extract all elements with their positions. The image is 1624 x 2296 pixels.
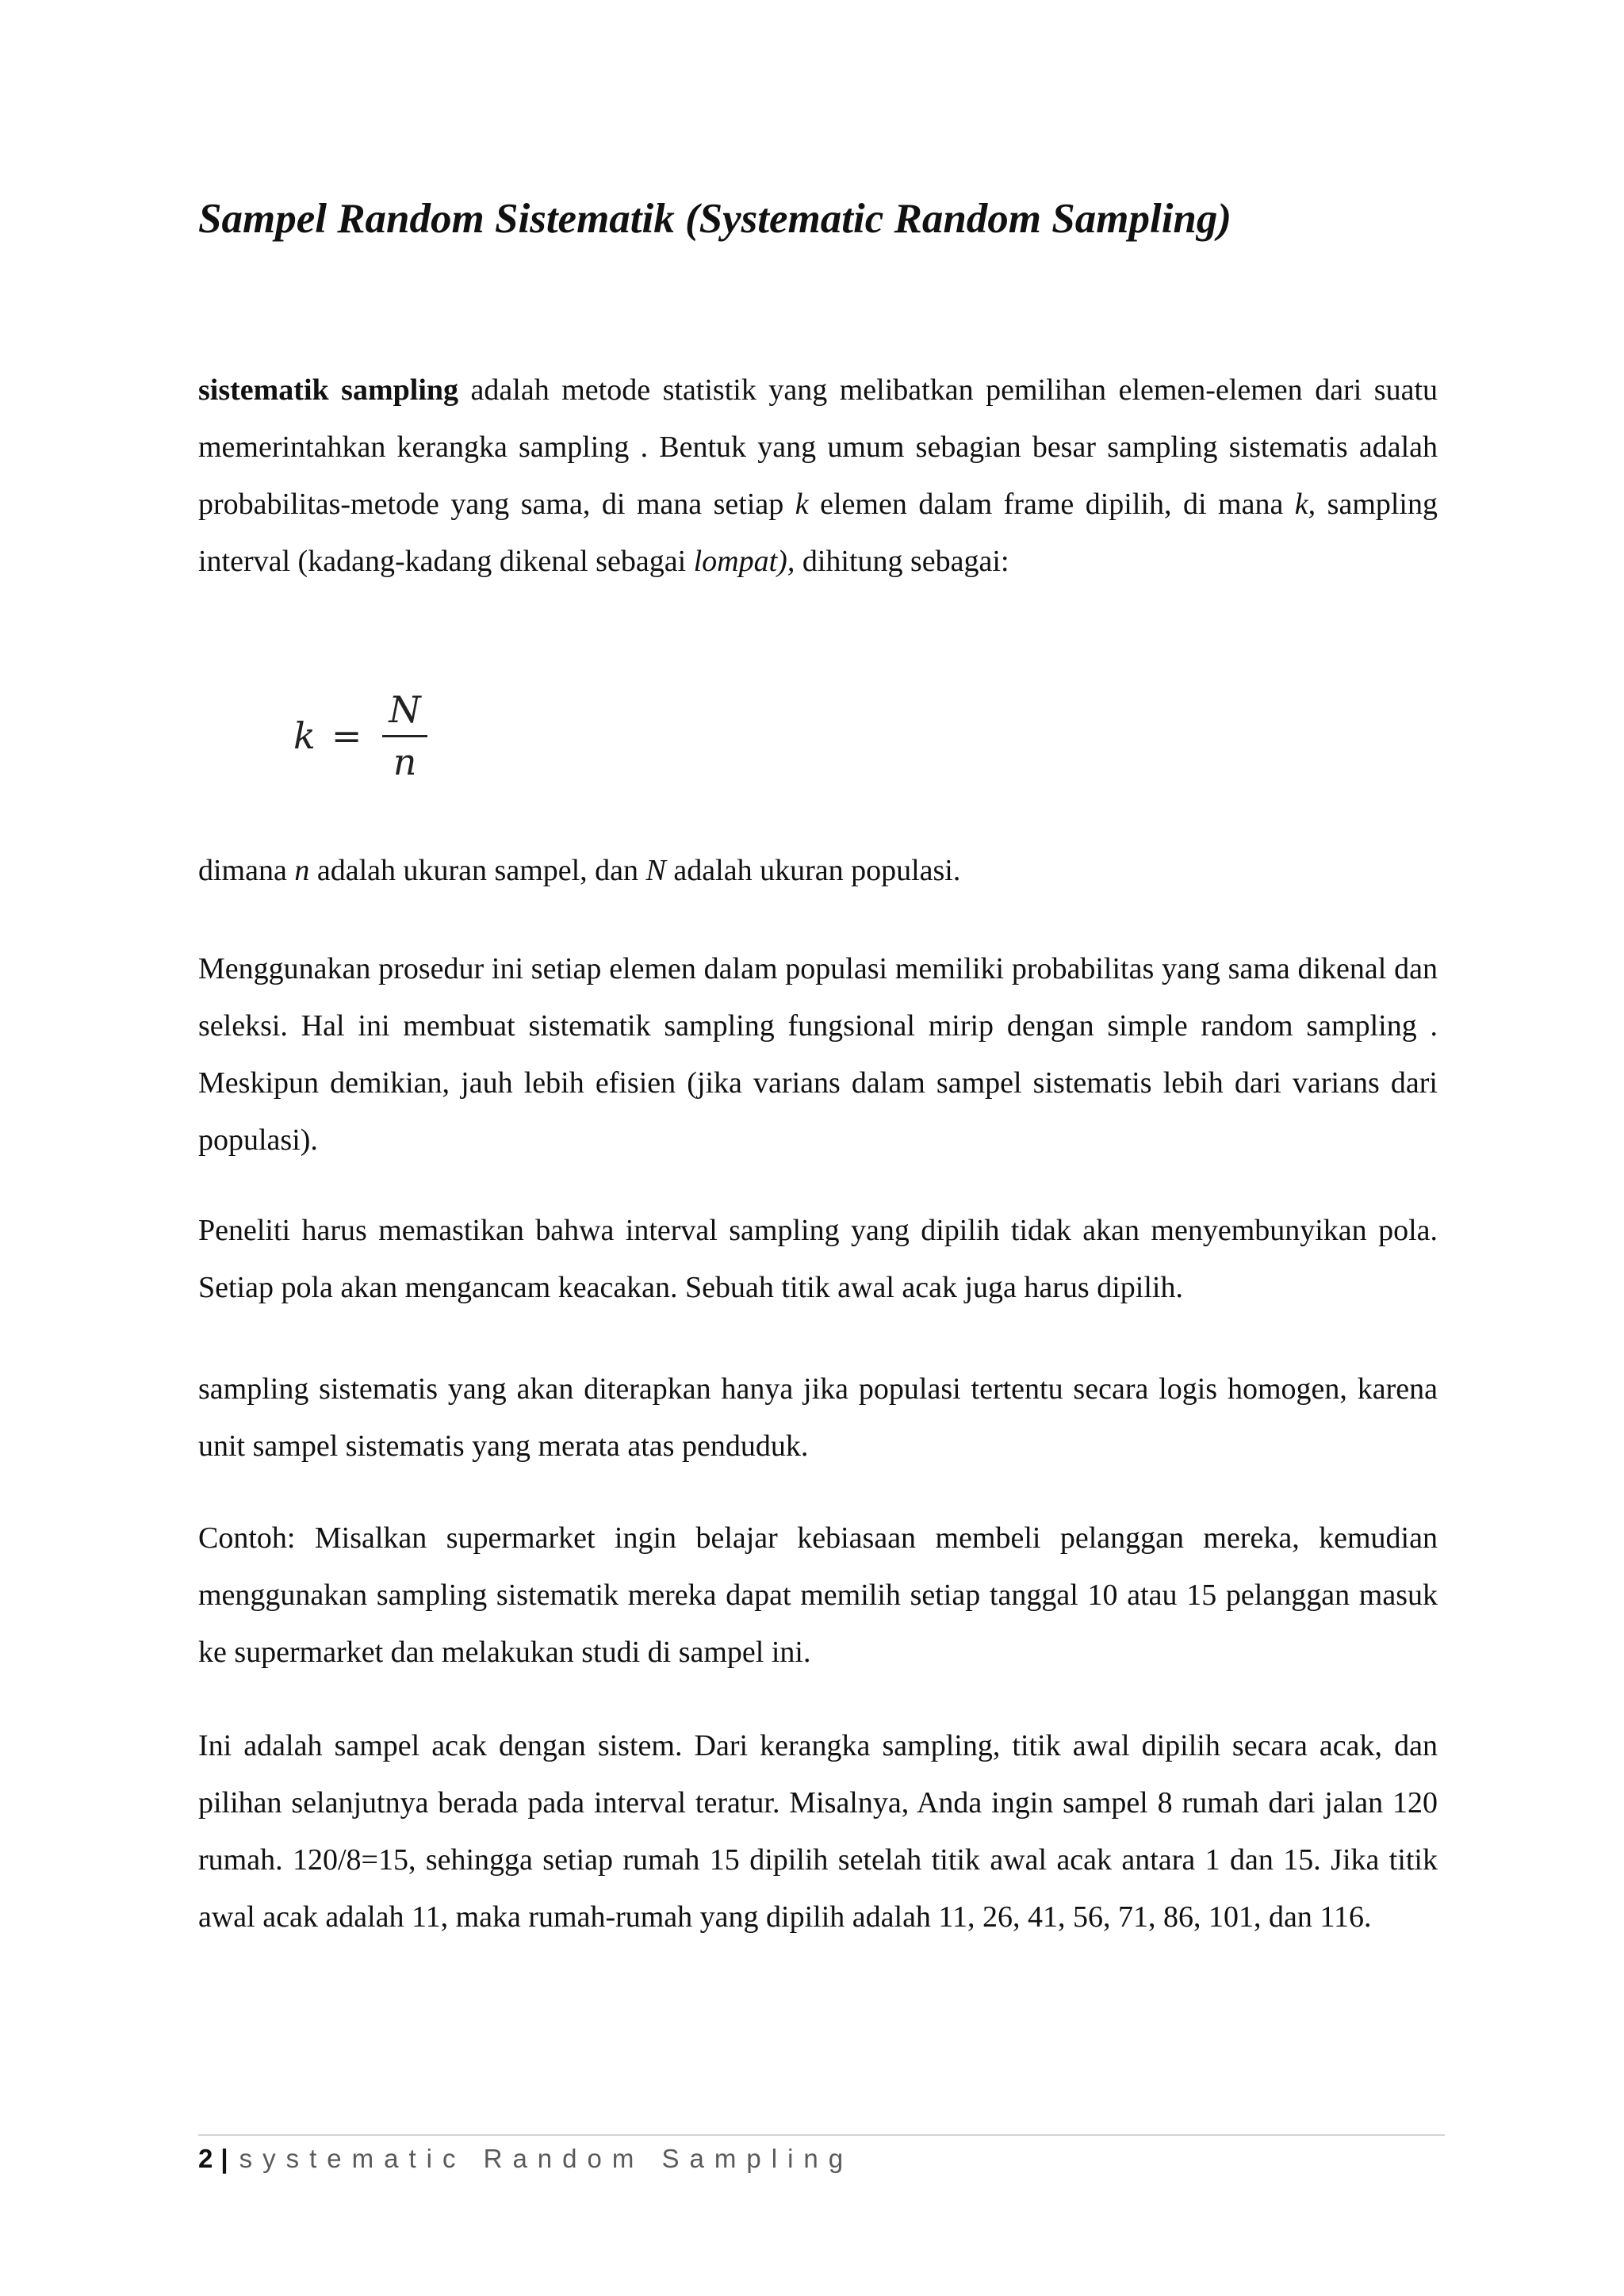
text-span: adalah ukuran populasi. [665, 854, 961, 887]
text-span: adalah ukuran sampel, dan [309, 854, 646, 887]
term-bold: sistematik sampling [198, 373, 459, 407]
paragraph-example: Contoh: Misalkan supermarket ingin belajar kebiasaan membeli pelanggan mereka, kemudian menggunakan sampling sistematik mereka dapat memilih setiap tanggal 10 atau 15 pelanggan masuk ke supermarket dan melakukan studi di sampel ini. [198, 1521, 1438, 1669]
paragraph-researcher: Peneliti harus memastikan bahwa interval sampling yang dipilih tidak akan menyembunyikan pola. Setiap pola akan mengancam keacakan. Sebuah titik awal acak juga harus dipilih. [198, 1214, 1438, 1304]
formula-denominator: n [393, 740, 417, 783]
text-span: sampling interval (kadang-kadang dikenal sebagai [198, 488, 1438, 578]
text-span: adalah metode statistik yang melibatkan pemilihan elemen-elemen dari suatu memerintahkan kerangka sampling . Bentuk yang umum sebagian besar sampling sistematis adalah probabilitas-metode yang sama, di mana setiap [198, 373, 1438, 521]
italic-k: k, [1294, 488, 1316, 521]
paragraph-procedure: Menggunakan prosedur ini setiap elemen dalam populasi memiliki probabilitas yang sama dikenal dan seleksi. Hal ini membuat sistematik sampling fungsional mirip dengan simple random sampling . Meskipun demikian, jauh lebih efisien (jika varians dalam sampel sistematis lebih dari varians dari populasi). [198, 952, 1438, 1157]
italic-k: k [795, 488, 809, 521]
paragraph-system-example: Ini adalah sampel acak dengan sistem. Dari kerangka sampling, titik awal dipilih secara acak, dan pilihan selanjutnya berada pada interval teratur. Misalnya, Anda ingin sampel 8 rumah dari jalan 120 rumah. 120/8=15, sehingga setiap rumah 15 dipilih setelah titik awal acak antara 1 dan 15. Jika titik awal acak adalah 11, maka rumah-rumah yang dipilih adalah 11, 26, 41, 56, 71, 86, 101, dan 116. [198, 1729, 1438, 1934]
footer-divider [198, 2134, 1445, 2136]
paragraph-definition [198, 362, 1438, 590]
footer-text: systematic Random Sampling [239, 2144, 854, 2173]
footer-separator: | [220, 2144, 228, 2173]
formula-numerator: N [389, 687, 421, 731]
page-footer [198, 2144, 853, 2174]
text-span: dimana [198, 854, 295, 887]
text-span: dihitung sebagai: [795, 545, 1009, 578]
formula-k-equals-n [293, 680, 427, 791]
italic-n: n [294, 854, 310, 887]
fraction-bar [382, 735, 427, 737]
page-title: Sampel Random Sistematik (Systematic Random Sampling) [198, 196, 1232, 242]
formula-lhs: k [293, 714, 316, 757]
page-number: 2 [198, 2144, 213, 2173]
text-span: elemen dalam frame dipilih, di mana [808, 488, 1295, 521]
italic-N: N [645, 854, 666, 887]
formula-fraction [382, 687, 427, 783]
paragraph-variables [198, 842, 1438, 899]
formula-equals: = [331, 714, 362, 757]
italic-lompat: lompat), [693, 545, 795, 578]
paragraph-homogeneous: sampling sistematis yang akan diterapkan hanya jika populasi tertentu secara logis homogen, karena unit sampel sistematis yang merata atas penduduk. [198, 1372, 1438, 1463]
